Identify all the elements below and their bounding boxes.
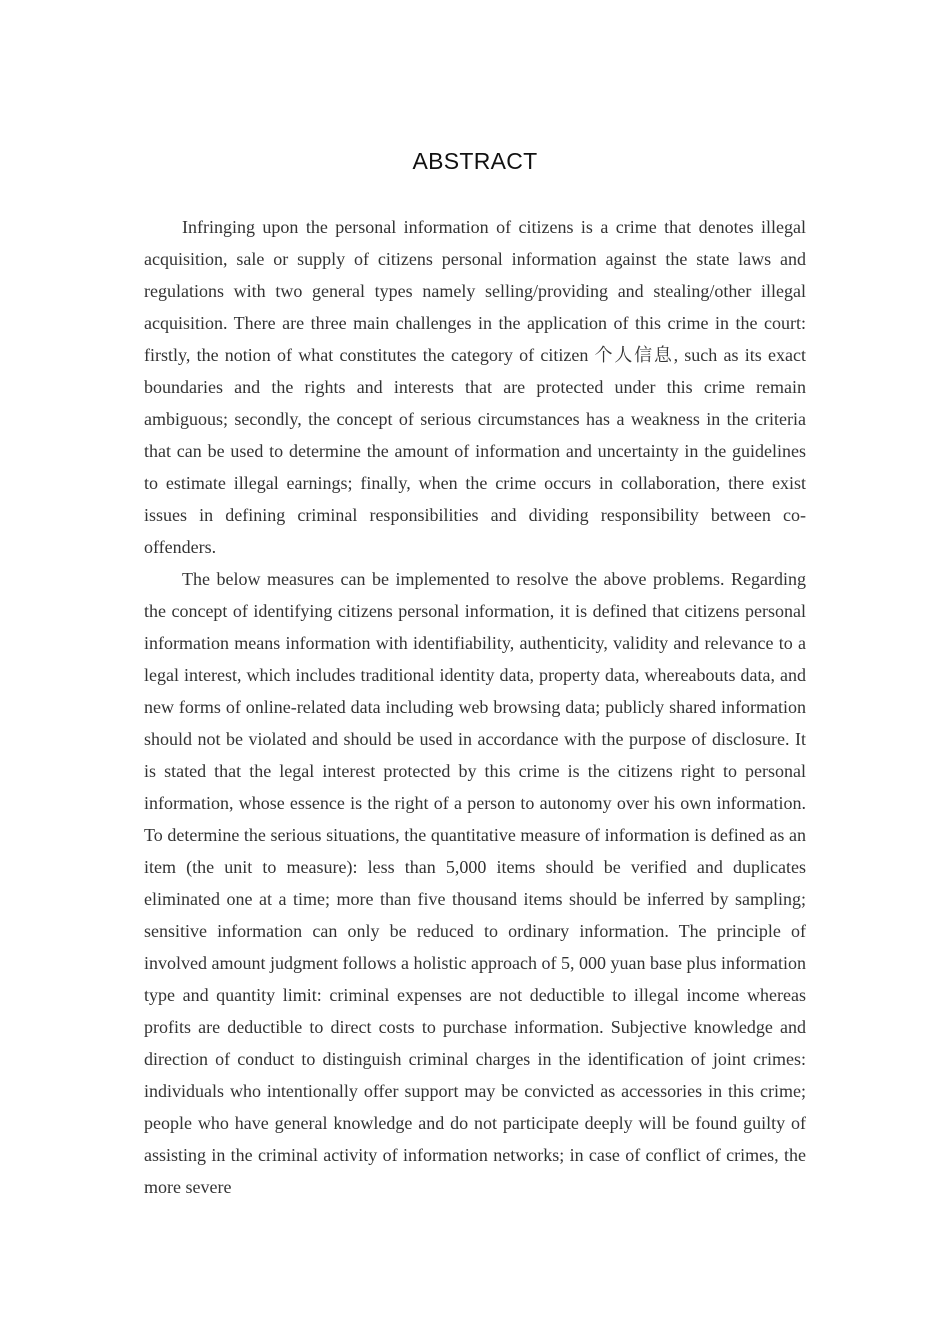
abstract-body xyxy=(144,211,806,1203)
abstract-paragraph-2: The below measures can be implemented to resolve the above problems. Regarding the concept of identifying citizens personal information, it is defined that citizens personal information means information with identifiability, authenticity, validity and relevance to a legal interest, which includes traditional identity data, property data, whereabouts data, and new forms of online-related data including web browsing data; publicly shared information should not be violated and should be used in accordance with the purpose of disclosure. It is stated that the legal interest protected by this crime is the citizens right to personal information, whose essence is the right of a person to autonomy over his own information. To determine the serious situations, the quantitative measure of information is defined as an item (the unit to measure): less than 5,000 items should be verified and duplicates eliminated one at a time; more than five thousand items should be inferred by sampling; sensitive information can only be reduced to ordinary information. The principle of involved amount judgment follows a holistic approach of 5, 000 yuan base plus information type and quantity limit: criminal expenses are not deductible to illegal income whereas profits are deductible to direct costs to purchase information. Subjective knowledge and direction of conduct to distinguish criminal charges in the identification of joint crimes: individuals who intentionally offer support may be convicted as accessories in this crime; people who have general knowledge and do not participate deeply will be found guilty of assisting in the criminal activity of information networks; in case of conflict of crimes, the more severe xyxy=(144,569,806,1197)
abstract-paragraph-1: Infringing upon the personal information of citizens is a crime that denotes illegal acquisition, sale or supply of citizens personal information against the state laws and regulations with two general types namely selling/providing and stealing/other illegal acquisition. There are three main challenges in the application of this crime in the court: firstly, the notion of what constitutes the category of citizen 个人信息, such as its exact boundaries and the rights and interests that are protected under this crime remain ambiguous; secondly, the concept of serious circumstances has a weakness in the criteria that can be used to determine the amount of information and uncertainty in the guidelines to estimate illegal earnings; finally, when the crime occurs in collaboration, there exist issues in defining criminal responsibilities and dividing responsibility between co-offenders. xyxy=(144,217,806,557)
abstract-title: ABSTRACT xyxy=(412,148,538,174)
